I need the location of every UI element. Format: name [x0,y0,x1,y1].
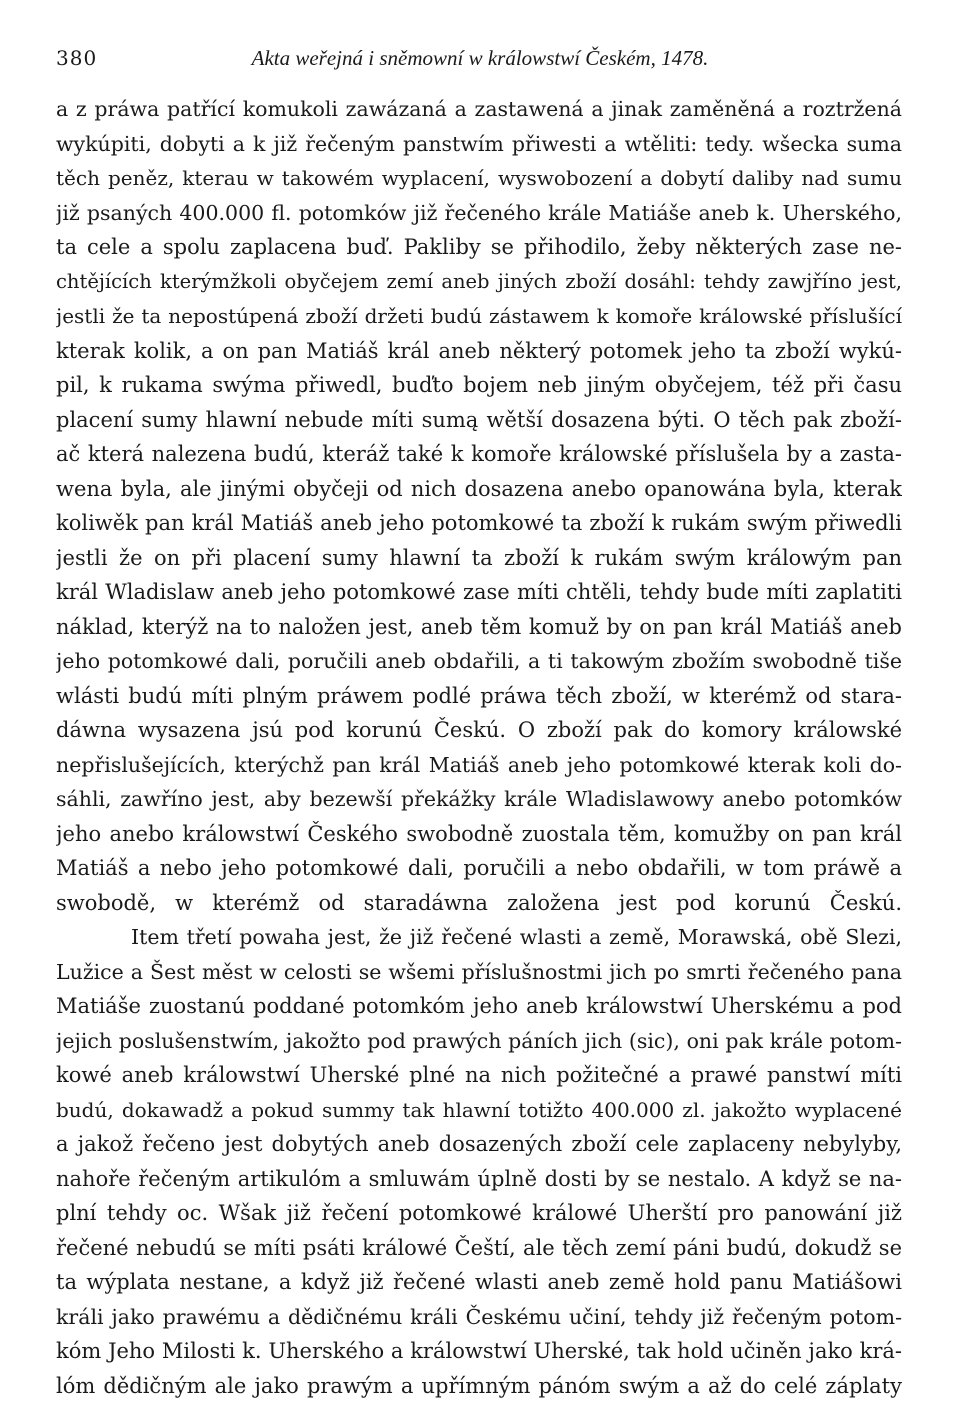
text-line: kóm Jeho Milosti k. Uherského a králowstwí Uherské, tak hold učiněn jako krá- [56,1334,902,1369]
text-line: Matiáše zuostanú poddané potomkóm jeho aneb králowstwí Uherskému a pod [56,989,902,1024]
text-line: plní tehdy oc. Wšak již řečení potomkowé králowé Uherští pro panowání již [56,1196,902,1231]
text-line: Lužice a Šest měst w celosti se wšemi příslušnostmi jich po smrti řečeného pana [56,955,902,990]
text-line: král Wladislaw aneb jeho potomkowé zase míti chtěli, tehdy bude míti zaplatiti [56,575,902,610]
text-line: wykúpiti, dobyti a k již řečeným panstwím přiwesti a wtěliti: tedy. wšecka suma [56,127,902,162]
text-line: lóm dědičným ale jako prawým a upřímným pánóm swým a až do celé záplaty [56,1369,902,1403]
text-line: wlásti budú míti plným práwem podlé práwa těch zboží, w kterémž od stara- [56,679,902,714]
text-line: koliwěk pan král Matiáš aneb jeho potomkowé ta zboží k rukám swým přiwedli [56,506,902,541]
text-line: kowé aneb králowstwí Uherské plné na nich požitečné a prawé panstwí míti [56,1058,902,1093]
text-line: placení sumy hlawní nebude míti sumą wětší dosazena býti. O těch pak zboží- [56,403,902,438]
text-line: pil, k rukama swýma přiwedl, buďto bojem neb jiným obyčejem, též při času [56,368,902,403]
page-header [56,46,904,76]
text-line: jeho potomkowé dali, poručili aneb obdařili, a ti takowým zbožím swobodně tiše [56,644,902,679]
text-line: ta cele a spolu zaplacena buď. Pakliby se přihodilo, žeby některých zase ne- [56,230,902,265]
text-line: jestli že ta nepostúpená zboží držeti budú zástawem k komoře králowské příslušící [56,299,902,334]
body-text [56,92,902,1403]
text-line: jestli že on při placení sumy hlawní ta zboží k rukám swým králowým pan [56,541,902,576]
text-line: řečené nebudú se míti psáti králowé Čeští, ale těch zemí páni budú, dokudž se [56,1231,902,1266]
text-line: Matiáš a nebo jeho potomkowé dali, poručili a nebo obdařili, w tom práwě a [56,851,902,886]
text-line: budú, dokawadž a pokud summy tak hlawní totižto 400.000 zl. jakožto wyplacené [56,1093,902,1128]
running-title: Akta weřejná i sněmowní w králowstwí Českém, 1478. [56,46,904,71]
text-line: již psaných 400.000 fl. potomków již řečeného krále Matiáše aneb k. Uherského, [56,196,902,231]
text-line: nepřislušejících, kterýchž pan král Matiáš aneb jeho potomkowé kterak koli do- [56,748,902,783]
text-line: ta wýplata nestane, a když již řečené wlasti aneb země hold panu Matiášowi [56,1265,902,1300]
text-line: wena byla, ale jinými obyčeji od nich dosazena anebo opanowána byla, kterak [56,472,902,507]
text-line: kterak kolik, a on pan Matiáš král aneb některý potomek jeho ta zboží wykú- [56,334,902,369]
text-line: chtějících kterýmžkoli obyčejem zemí aneb jiných zboží dosáhl: tehdy zawjříno jest, [56,265,902,300]
text-line: a jakož řečeno jest dobytých aneb dosazených zboží cele zaplaceny nebylyby, [56,1127,902,1162]
text-line: nahoře řečeným artikulóm a smluwám úplně dosti by se nestalo. A když se na- [56,1162,902,1197]
text-line: dáwna wysazena jsú pod korunú Českú. O zboží pak do komory králowské [56,713,902,748]
text-line: ač která nalezena budú, kteráž také k komoře králowské příslušela by a zasta- [56,437,902,472]
text-line: náklad, kterýž na to naložen jest, aneb těm komuž by on pan král Matiáš aneb [56,610,902,645]
text-line: jejich poslušenstwím, jakožto pod prawých páních jich (sic), oni pak krále potom- [56,1024,902,1059]
text-line: Item třetí powaha jest, že již řečené wlasti a země, Morawská, obě Slezi, [56,920,902,955]
text-line: a z práwa patřící komukoli zawázaná a zastawená a jinak zaměněná a roztržená [56,92,902,127]
text-line: králi jako prawému a dědičnému králi Českému učiní, tehdy již řečeným potom- [56,1300,902,1335]
text-line: těch peněz, kterau w takowém wyplacení, wyswobození a dobytí daliby nad sumu [56,161,902,196]
text-line: swobodě, w kterémž od staradáwna založena jest pod korunú Českú. [56,886,902,921]
page-number: 380 [56,46,97,70]
text-line: sáhli, zawříno jest, aby bezewší překážky krále Wladislawowy anebo potomków [56,782,902,817]
text-line: jeho anebo králowstwí Českého swobodně zuostala těm, komužby on pan král [56,817,902,852]
